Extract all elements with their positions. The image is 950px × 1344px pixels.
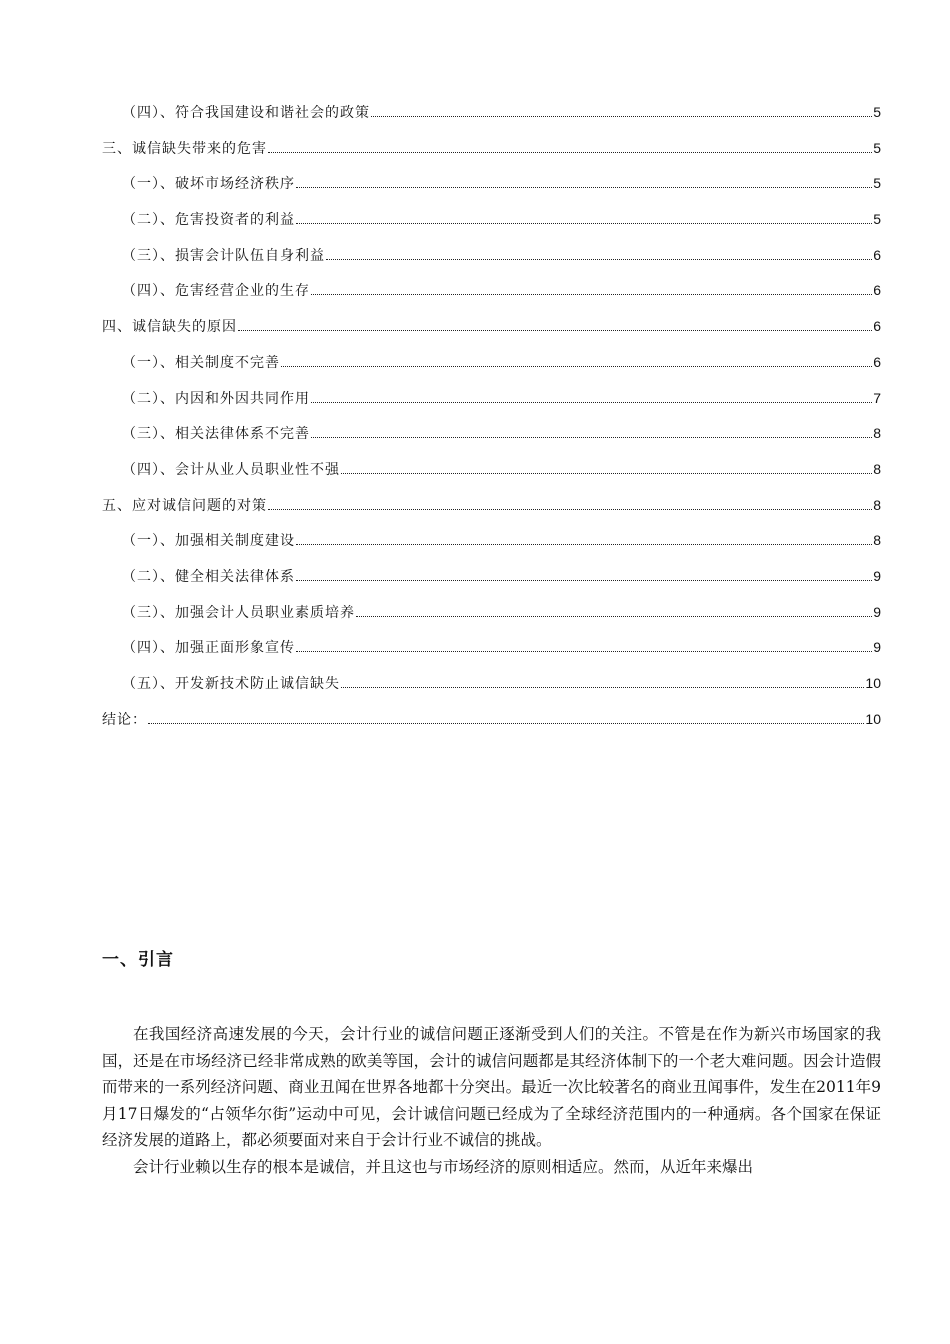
toc-entry-label: 结论： bbox=[102, 711, 147, 728]
toc-dot-leader bbox=[281, 365, 872, 367]
toc-dot-leader bbox=[326, 258, 872, 260]
toc-entry-label: （二）、内因和外因共同作用 bbox=[122, 390, 310, 407]
toc-dot-leader bbox=[311, 436, 872, 438]
paragraph: 会计行业赖以生存的根本是诚信，并且这也与市场经济的原则相适应。然而，从近年来爆出 bbox=[133, 1157, 754, 1176]
toc-entry[interactable] bbox=[102, 136, 881, 172]
toc-entry-label: （四）、危害经营企业的生存 bbox=[122, 283, 310, 300]
toc-dot-leader bbox=[296, 579, 872, 581]
toc-dot-leader bbox=[268, 151, 872, 153]
toc-dot-leader bbox=[371, 115, 872, 117]
toc-entry-label: （五）、开发新技术防止诚信缺失 bbox=[122, 676, 340, 692]
toc-entry-label: （一）、破坏市场经济秩序 bbox=[122, 176, 295, 193]
toc-entry-page-number: 5 bbox=[873, 175, 881, 192]
toc-entry-label: 四、诚信缺失的原因 bbox=[102, 319, 237, 336]
toc-entry-page-number: 5 bbox=[873, 104, 881, 120]
toc-dot-leader bbox=[356, 615, 872, 617]
toc-entry[interactable] bbox=[102, 386, 881, 422]
toc-entry-page-number: 5 bbox=[873, 211, 881, 228]
toc-entry[interactable] bbox=[102, 421, 881, 457]
toc-dot-leader bbox=[296, 543, 872, 545]
table-of-contents bbox=[102, 100, 881, 742]
toc-entry[interactable] bbox=[102, 278, 881, 314]
section-heading: 一、引言 bbox=[102, 950, 174, 970]
paragraph: 在我国经济高速发展的今天，会计行业的诚信问题正逐渐受到人们的关注。不管是在作为新兴市场国家的我国，还是在市场经济已经非常成熟的欧美等国，会计的诚信问题都是其经济体制下的一个老大难问题。因会计造假而带来的一系列经济问题、商业丑闻在世界各地都十分突出。最近一次比较著名的商业丑闻事件，发生在2011年9月17日爆发的“占领华尔街”运动中可见，会计诚信问题已经成为了全球经济范围内的一种通病。各个国家在保证经济发展的道路上，都必须要面对来自于会计行业不诚信的挑战。 bbox=[102, 1025, 881, 1149]
toc-entry-page-number: 10 bbox=[865, 675, 881, 691]
toc-entry-page-number: 6 bbox=[873, 246, 881, 263]
toc-entry-label: 五、应对诚信问题的对策 bbox=[102, 497, 267, 514]
toc-entry[interactable] bbox=[102, 564, 881, 600]
toc-dot-leader bbox=[296, 186, 872, 188]
toc-entry[interactable] bbox=[102, 635, 881, 671]
toc-entry-page-number: 6 bbox=[873, 318, 881, 335]
toc-entry-page-number: 8 bbox=[873, 460, 881, 477]
toc-entry-label: 三、诚信缺失带来的危害 bbox=[102, 140, 267, 157]
toc-entry-page-number: 7 bbox=[873, 389, 881, 406]
toc-entry[interactable] bbox=[102, 707, 881, 743]
toc-entry-label: （一）、加强相关制度建设 bbox=[122, 533, 295, 550]
toc-dot-leader bbox=[268, 508, 872, 510]
toc-entry[interactable] bbox=[102, 350, 881, 386]
toc-dot-leader bbox=[341, 686, 864, 688]
toc-entry[interactable] bbox=[102, 243, 881, 279]
toc-entry-label: （二）、危害投资者的利益 bbox=[122, 212, 295, 229]
toc-entry-page-number: 8 bbox=[873, 532, 881, 549]
toc-entry-page-number: 9 bbox=[873, 567, 881, 584]
toc-dot-leader bbox=[148, 722, 864, 724]
toc-entry-label: （三）、相关法律体系不完善 bbox=[122, 426, 310, 443]
toc-entry-page-number: 8 bbox=[873, 425, 881, 442]
toc-entry-page-number: 5 bbox=[873, 139, 881, 156]
toc-entry-page-number: 6 bbox=[873, 282, 881, 299]
toc-entry-label: （四）、加强正面形象宣传 bbox=[122, 640, 295, 657]
toc-entry[interactable] bbox=[102, 457, 881, 493]
toc-entry[interactable] bbox=[102, 671, 881, 707]
toc-entry-label: （二）、健全相关法律体系 bbox=[122, 568, 295, 585]
toc-entry[interactable] bbox=[102, 528, 881, 564]
toc-entry-label: （四）、会计从业人员职业性不强 bbox=[122, 461, 340, 478]
toc-dot-leader bbox=[296, 650, 872, 652]
toc-entry[interactable] bbox=[102, 207, 881, 243]
toc-dot-leader bbox=[311, 401, 872, 403]
toc-entry[interactable] bbox=[102, 314, 881, 350]
toc-dot-leader bbox=[341, 472, 872, 474]
toc-entry-page-number: 8 bbox=[873, 496, 881, 513]
toc-entry-page-number: 9 bbox=[873, 603, 881, 620]
toc-dot-leader bbox=[238, 329, 872, 331]
toc-entry-label: （三）、损害会计队伍自身利益 bbox=[122, 247, 325, 264]
toc-entry[interactable] bbox=[102, 493, 881, 529]
toc-dot-leader bbox=[311, 293, 872, 295]
toc-entry-page-number: 10 bbox=[865, 710, 881, 727]
toc-entry-label: （四）、符合我国建设和谐社会的政策 bbox=[122, 105, 370, 121]
toc-entry[interactable] bbox=[102, 600, 881, 636]
toc-entry-page-number: 9 bbox=[873, 639, 881, 656]
toc-entry-label: （三）、加强会计人员职业素质培养 bbox=[122, 604, 355, 621]
toc-entry[interactable] bbox=[102, 171, 881, 207]
toc-entry[interactable] bbox=[102, 100, 881, 136]
section-body bbox=[102, 1021, 881, 1180]
toc-entry-label: （一）、相关制度不完善 bbox=[122, 354, 280, 371]
toc-dot-leader bbox=[296, 222, 872, 224]
toc-entry-page-number: 6 bbox=[873, 353, 881, 370]
